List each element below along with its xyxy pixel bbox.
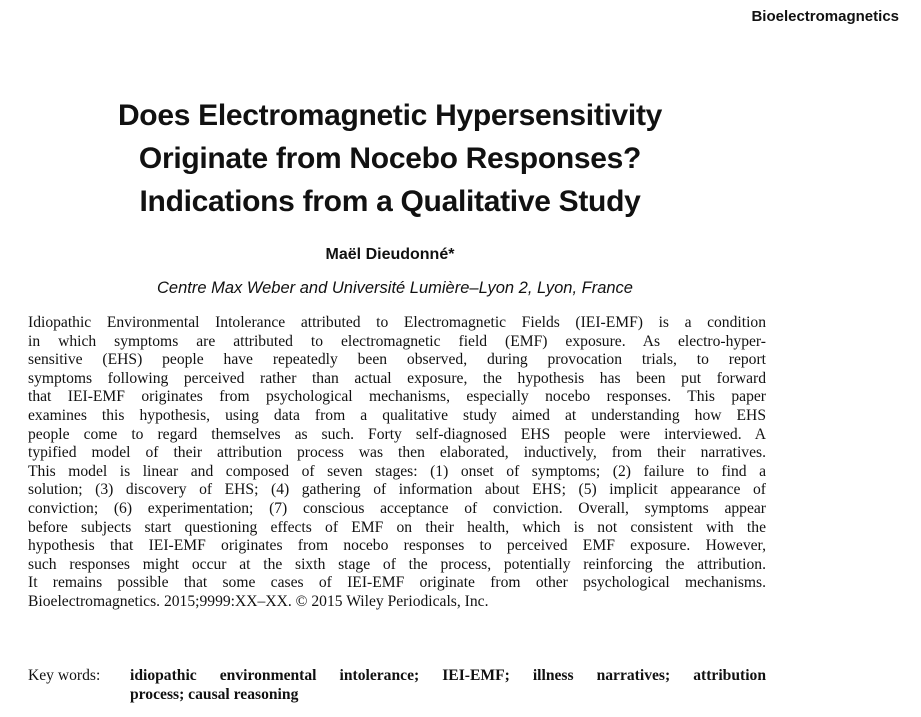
abstract-line: solution; (3) discovery of EHS; (4) gathering of information about EHS; (5) implicit appearance of: [28, 481, 766, 499]
abstract-line: hypothesis that IEI-EMF originates from nocebo responses to perceived EMF exposure. However,: [28, 537, 766, 555]
keywords-line: process; causal reasoning: [130, 685, 299, 703]
paper-title: [40, 94, 740, 223]
author-name: Maël Dieudonné*: [325, 246, 455, 263]
title-line: Does Electromagnetic Hypersensitivity: [117, 99, 663, 132]
abstract-line: that IEI-EMF originates from psychological mechanisms, especially nocebo responses. This paper: [28, 388, 766, 406]
author-affiliation: Centre Max Weber and Université Lumière–Lyon 2, Lyon, France: [156, 279, 633, 297]
abstract-citation-line: Bioelectromagnetics. 2015;9999:XX–XX. © 2015 Wiley Periodicals, Inc.: [28, 592, 489, 610]
abstract-line: conviction; (6) experimentation; (7) conscious acceptance of conviction. Overall, symptoms appear: [28, 499, 766, 517]
abstract-line: Idiopathic Environmental Intolerance attributed to Electromagnetic Fields (IEI-EMF) is a condition: [28, 314, 766, 331]
abstract-line: people come to regard themselves as such. Forty self-diagnosed EHS people were interviewed. A: [28, 425, 766, 443]
abstract-line: It remains possible that some cases of IEI-EMF originate from other psychological mechanisms.: [28, 574, 766, 592]
abstract-line: such responses might occur at the sixth stage of the process, potentially reinforcing the attribution.: [28, 555, 766, 573]
abstract-line: This model is linear and composed of seven stages: (1) onset of symptoms; (2) failure to find a: [28, 462, 766, 480]
keywords-line: idiopathic environmental intolerance; IEI-EMF; illness narratives; attribution: [130, 667, 766, 684]
abstract-line: examines this hypothesis, using data from a qualitative study aimed at understanding how EHS: [28, 406, 766, 424]
keywords-list: [130, 667, 766, 704]
keywords-label: Key words:: [28, 667, 101, 684]
journal-name: Bioelectromagnetics: [751, 8, 899, 25]
abstract-line: symptoms following perceived rather than actual exposure, the hypothesis has been put forward: [28, 369, 766, 387]
abstract-line: sensitive (EHS) people have repeatedly been observed, during provocation trials, to report: [28, 351, 766, 369]
title-line: Originate from Nocebo Responses?: [138, 142, 642, 175]
abstract: [28, 314, 766, 612]
abstract-line: in which symptoms are attributed to electromagnetic field (EMF) exposure. As electro-hyper-: [28, 332, 766, 350]
abstract-line: typified model of their attribution process was then elaborated, inductively, from their narratives.: [28, 444, 766, 462]
title-line: Indications from a Qualitative Study: [139, 185, 641, 218]
abstract-line: before subjects start questioning effects of EMF on their health, which is not consistent with the: [28, 518, 766, 536]
